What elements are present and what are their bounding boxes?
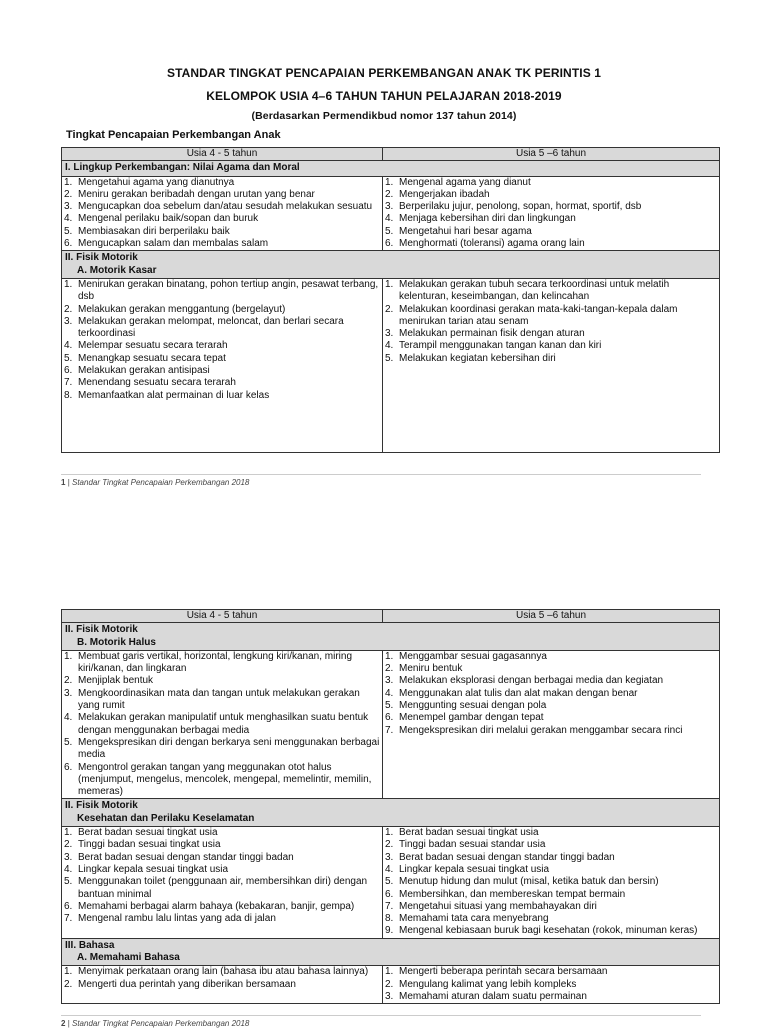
section-title-text: II. Fisik Motorik [65, 800, 138, 812]
list-item [385, 238, 717, 250]
list-item-text: Menirukan gerakan binatang, pohon tertiup angin, pesawat terbang, dsb [78, 278, 379, 303]
list-item-number: 6. [64, 238, 73, 250]
list-item-number: 2. [385, 839, 394, 851]
list-item-text: Mengerjakan ibadah [399, 188, 490, 200]
list-item [385, 675, 717, 687]
list-item-number: 5. [385, 876, 394, 888]
list-item [64, 901, 380, 913]
list-item [64, 201, 380, 213]
list-item [385, 340, 717, 352]
list-item [64, 712, 380, 737]
list-item-text: Menghormati (toleransi) agama orang lain [399, 238, 585, 250]
list-item [64, 353, 380, 365]
list-item-number: 4. [385, 687, 394, 699]
list-item-text: Terampil menggunakan tangan kanan dan kiri [399, 340, 602, 352]
list-item-text: Melakukan gerakan melompat, meloncat, dan berlari secara terkoordinasi [78, 315, 344, 340]
table-row [62, 966, 720, 1004]
section-row [62, 799, 720, 827]
section-title-text: III. Bahasa [65, 939, 115, 951]
list-item-text: Menutup hidung dan mulut (misal, ketika batuk dan bersin) [399, 876, 659, 888]
list-item-text: Berat badan sesuai dengan standar tinggi badan [78, 851, 294, 863]
list-item-text: Mengkoordinasikan mata dan tangan untuk melakukan gerakan yang rumit [78, 687, 360, 712]
list-item-text: Mengekspresikan diri dengan berkarya seni menggunakan berbagai media [78, 736, 380, 761]
list-item-text: Mengetahui situasi yang membahayakan diri [399, 900, 597, 912]
list-item-text: Menjaga kebersihan diri dan lingkungan [399, 213, 576, 225]
section-title [62, 623, 720, 651]
list-item [385, 700, 717, 712]
list-item-text: Menggunakan toilet (penggunaan air, membersihkan diri) dengan bantuan minimal [78, 876, 368, 900]
section-title-text: II. Fisik Motorik [65, 624, 138, 636]
list-item [64, 304, 380, 316]
list-item-number: 3. [385, 201, 394, 213]
section-subtitle: A. Memahami Bahasa [77, 952, 180, 964]
list-item [64, 839, 380, 851]
list-item [64, 226, 380, 238]
list-item-number: 5. [64, 736, 73, 748]
list-item-number: 1. [64, 827, 73, 839]
list-item-text: Melakukan eksplorasi dengan berbagai media dan kegiatan [399, 675, 664, 687]
list-item-number: 2. [64, 978, 73, 990]
items-cell-left [62, 278, 383, 452]
list-item [385, 864, 717, 876]
section-subtitle: A. Motorik Kasar [77, 264, 157, 276]
list-item-text: Menggunakan alat tulis dan alat makan dengan benar [399, 687, 638, 699]
list-item [385, 177, 717, 189]
list-item-text: Mengenal rambu lalu lintas yang ada di jalan [78, 913, 276, 925]
items-cell-right [383, 966, 720, 1004]
list-item [64, 737, 380, 762]
list-item-number: 2. [385, 188, 394, 200]
list-item-text: Mengulang kalimat yang lebih kompleks [399, 978, 577, 990]
list-item-number: 3. [385, 851, 394, 863]
list-item [385, 913, 717, 925]
list-item [385, 226, 717, 238]
table-header-row [62, 610, 720, 623]
list-item-text: Melakukan gerakan menggantung (bergelayut) [78, 303, 286, 315]
list-item [385, 839, 717, 851]
list-item-number: 3. [64, 201, 73, 213]
section-subtitle: Kesehatan dan Perilaku Keselamatan [77, 812, 255, 824]
page-footer: 2 | Standar Tingkat Pencapaian Perkembangan 2018 [61, 1015, 701, 1028]
column-header-age-5-6: Usia 5 –6 tahun [383, 148, 720, 161]
list-item-text: Melakukan gerakan manipulatif untuk menghasilkan suatu bentuk dengan menggunakan berbagai media [78, 712, 369, 736]
list-item-number: 1. [385, 278, 394, 290]
list-item [385, 827, 717, 839]
list-item-number: 6. [64, 900, 73, 912]
list-item [385, 304, 717, 329]
list-item-number: 2. [385, 663, 394, 675]
list-item-number: 2. [64, 839, 73, 851]
list-item-number: 3. [385, 990, 394, 1002]
list-item-number: 4. [385, 340, 394, 352]
section-title [62, 799, 720, 827]
document-source-note: (Berdasarkan Permendikbud nomor 137 tahun 2014) [251, 110, 517, 122]
list-item [64, 651, 380, 676]
list-item-number: 1. [385, 650, 394, 662]
items-cell-left [62, 827, 383, 939]
list-item [385, 876, 717, 888]
list-item-text: Tinggi badan sesuai tingkat usia [78, 839, 221, 851]
list-item-number: 6. [64, 365, 73, 377]
list-item [385, 979, 717, 991]
list-item-number: 1. [64, 278, 73, 290]
list-item-text: Melempar sesuatu secara terarah [78, 340, 228, 352]
list-item-number: 1. [385, 827, 394, 839]
list-item-text: Melakukan gerakan antisipasi [78, 365, 210, 377]
list-item-number: 7. [64, 377, 73, 389]
section-subtitle: B. Motorik Halus [77, 636, 156, 648]
list-item [64, 876, 380, 901]
items-cell-right [383, 827, 720, 939]
list-item [385, 651, 717, 663]
list-item-number: 6. [64, 761, 73, 773]
list-item [385, 328, 717, 340]
achievement-table-page1 [61, 147, 720, 453]
list-item-text: Melakukan koordinasi gerakan mata-kaki-tangan-kepala dalam menirukan tarian atau senam [399, 303, 678, 327]
list-item-number: 4. [64, 712, 73, 724]
section-subheading: Tingkat Pencapaian Perkembangan Anak [66, 129, 281, 141]
list-item-number: 2. [64, 675, 73, 687]
list-item [385, 889, 717, 901]
section-row [62, 251, 720, 279]
list-item [385, 663, 717, 675]
list-item-number: 3. [64, 851, 73, 863]
list-item-text: Membiasakan diri berperilaku baik [78, 225, 230, 237]
list-item-text: Mengetahui hari besar agama [399, 225, 532, 237]
list-item [64, 365, 380, 377]
list-item-text: Mengucapkan doa sebelum dan/atau sesudah melakukan sesuatu [78, 201, 373, 213]
list-item-text: Membersihkan, dan membereskan tempat bermain [399, 888, 626, 900]
list-item-text: Menjiplak bentuk [78, 675, 154, 687]
list-item [64, 213, 380, 225]
list-item-text: Lingkar kepala sesuai tingkat usia [78, 863, 229, 875]
list-item-text: Meniru bentuk [399, 663, 463, 675]
list-item-text: Memanfaatkan alat permainan di luar kelas [78, 389, 270, 401]
list-item-number: 5. [385, 700, 394, 712]
list-item-text: Melakukan permainan fisik dengan aturan [399, 328, 585, 340]
list-item-text: Menggambar sesuai gagasannya [399, 650, 547, 662]
list-item-text: Mengetahui agama yang dianutnya [78, 176, 235, 188]
page-number: 2 [61, 1019, 66, 1028]
list-item-number: 6. [385, 238, 394, 250]
list-item-text: Berperilaku jujur, penolong, sopan, hormat, sportif, dsb [399, 201, 642, 213]
document-title: STANDAR TINGKAT PENCAPAIAN PERKEMBANGAN ANAK TK PERINTIS 1 [166, 66, 602, 80]
list-item-text: Mengerti beberapa perintah secara bersamaan [399, 966, 608, 978]
list-item-text: Berat badan sesuai tingkat usia [399, 827, 539, 839]
table-row [62, 827, 720, 939]
items-cell-right [383, 176, 720, 251]
items-cell-right [383, 650, 720, 799]
list-item-text: Lingkar kepala sesuai tingkat usia [399, 863, 550, 875]
list-item-text: Mengenal perilaku baik/sopan dan buruk [78, 213, 259, 225]
list-item-number: 4. [64, 213, 73, 225]
list-item-text: Membuat garis vertikal, horizontal, lengkung kiri/kanan, miring kiri/kanan, dan lingkaran [78, 650, 353, 675]
list-item-text: Menendang sesuatu secara terarah [78, 377, 236, 389]
list-item [385, 201, 717, 213]
list-item-number: 1. [64, 966, 73, 978]
list-item-number: 1. [64, 176, 73, 188]
list-item-text: Mengontrol gerakan tangan yang meggunakan otot halus (menjumput, mengelus, mencolek, mengepal, memelintir, memilin, memeras) [78, 761, 372, 798]
list-item [385, 688, 717, 700]
list-item-number: 1. [64, 650, 73, 662]
list-item-number: 2. [64, 188, 73, 200]
section-row [62, 623, 720, 651]
list-item [64, 177, 380, 189]
list-item [64, 979, 380, 991]
section-title [62, 938, 720, 966]
list-item [385, 991, 717, 1003]
list-item-number: 1. [385, 966, 394, 978]
list-item [64, 675, 380, 687]
list-item-number: 5. [385, 352, 394, 364]
list-item-text: Meniru gerakan beribadah dengan urutan yang benar [78, 188, 315, 200]
section-title: I. Lingkup Perkembangan: Nilai Agama dan Moral [62, 161, 720, 176]
list-item [64, 913, 380, 925]
list-item [385, 852, 717, 864]
list-item-text: Mengucapkan salam dan membalas salam [78, 238, 269, 250]
list-item [64, 238, 380, 250]
list-item [64, 316, 380, 341]
list-item [385, 712, 717, 724]
list-item-text: Berat badan sesuai dengan standar tinggi badan [399, 851, 615, 863]
list-item-number: 2. [64, 303, 73, 315]
list-item [64, 864, 380, 876]
list-item [385, 279, 717, 304]
list-item-text: Melakukan kegiatan kebersihan diri [399, 352, 556, 364]
list-item [64, 762, 380, 799]
list-item-number: 2. [385, 303, 394, 315]
list-item-text: Menggunting sesuai dengan pola [399, 700, 547, 712]
list-item-text: Tinggi badan sesuai standar usia [399, 839, 546, 851]
list-item-number: 5. [64, 876, 73, 888]
page-footer: 1 | Standar Tingkat Pencapaian Perkembangan 2018 [61, 474, 701, 487]
achievement-table-page2 [61, 609, 720, 1004]
list-item-number: 3. [64, 687, 73, 699]
list-item-number: 6. [385, 712, 394, 724]
section-row [62, 161, 720, 176]
list-item [385, 901, 717, 913]
list-item [385, 189, 717, 201]
list-item-number: 6. [385, 888, 394, 900]
list-item-text: Mengerti dua perintah yang diberikan bersamaan [78, 978, 296, 990]
items-cell-left [62, 176, 383, 251]
list-item [64, 279, 380, 304]
list-item [64, 189, 380, 201]
list-item-number: 4. [64, 340, 73, 352]
list-item-text: Memahami berbagai alarm bahaya (kebakaran, banjir, gempa) [78, 900, 355, 912]
list-item [64, 377, 380, 389]
list-item [64, 827, 380, 839]
footer-text: Standar Tingkat Pencapaian Perkembangan 2018 [71, 1019, 250, 1028]
table-row [62, 278, 720, 452]
list-item-text: Memahami aturan dalam suatu permainan [399, 990, 587, 1002]
items-cell-left [62, 966, 383, 1004]
column-header-age-5-6: Usia 5 –6 tahun [383, 610, 720, 623]
table-header-row [62, 148, 720, 161]
document-subtitle: KELOMPOK USIA 4–6 TAHUN TAHUN PELAJARAN 2018-2019 [206, 89, 562, 103]
list-item [64, 390, 380, 402]
list-item-text: Menangkap sesuatu secara tepat [78, 352, 226, 364]
list-item-text: Melakukan gerakan tubuh secara terkoordinasi untuk melatih kelenturan, keseimbangan, dan kelincahan [399, 278, 670, 303]
list-item [64, 852, 380, 864]
list-item-number: 5. [385, 225, 394, 237]
section-row [62, 938, 720, 966]
table-row [62, 176, 720, 251]
list-item [385, 925, 717, 937]
column-header-age-4-5: Usia 4 - 5 tahun [62, 610, 383, 623]
list-item-number: 7. [64, 913, 73, 925]
list-item-number: 8. [64, 389, 73, 401]
list-item-number: 5. [64, 352, 73, 364]
list-item [385, 353, 717, 365]
list-item-number: 4. [385, 863, 394, 875]
column-header-age-4-5: Usia 4 - 5 tahun [62, 148, 383, 161]
table-row [62, 650, 720, 799]
list-item-text: Memahami tata cara menyebrang [399, 913, 549, 925]
list-item-number: 5. [64, 225, 73, 237]
list-item-number: 2. [385, 978, 394, 990]
list-item [64, 966, 380, 978]
list-item-number: 7. [385, 724, 394, 736]
list-item-number: 1. [385, 176, 394, 188]
page-number: 1 [61, 478, 66, 487]
items-cell-right [383, 278, 720, 452]
list-item-number: 3. [64, 315, 73, 327]
list-item-text: Mengenal agama yang dianut [399, 176, 531, 188]
list-item [64, 340, 380, 352]
list-item-number: 4. [64, 863, 73, 875]
section-title-text: II. Fisik Motorik [65, 252, 138, 264]
list-item-text: Mengekspresikan diri melalui gerakan menggambar secara rinci [399, 724, 683, 736]
list-item-number: 3. [385, 328, 394, 340]
footer-text: Standar Tingkat Pencapaian Perkembangan 2018 [71, 478, 250, 487]
list-item-number: 3. [385, 675, 394, 687]
list-item-number: 7. [385, 900, 394, 912]
items-cell-left [62, 650, 383, 799]
list-item [385, 966, 717, 978]
list-item-number: 8. [385, 913, 394, 925]
list-item-text: Menyimak perkataan orang lain (bahasa ibu atau bahasa lainnya) [78, 966, 369, 978]
list-item-text: Menempel gambar dengan tepat [399, 712, 544, 724]
section-title [62, 251, 720, 279]
list-item-number: 9. [385, 925, 394, 937]
list-item [385, 725, 717, 737]
list-item-text: Berat badan sesuai tingkat usia [78, 827, 218, 839]
list-item-number: 4. [385, 213, 394, 225]
list-item-text: Mengenal kebiasaan buruk bagi kesehatan (rokok, minuman keras) [399, 925, 698, 937]
list-item [64, 688, 380, 713]
list-item [385, 213, 717, 225]
